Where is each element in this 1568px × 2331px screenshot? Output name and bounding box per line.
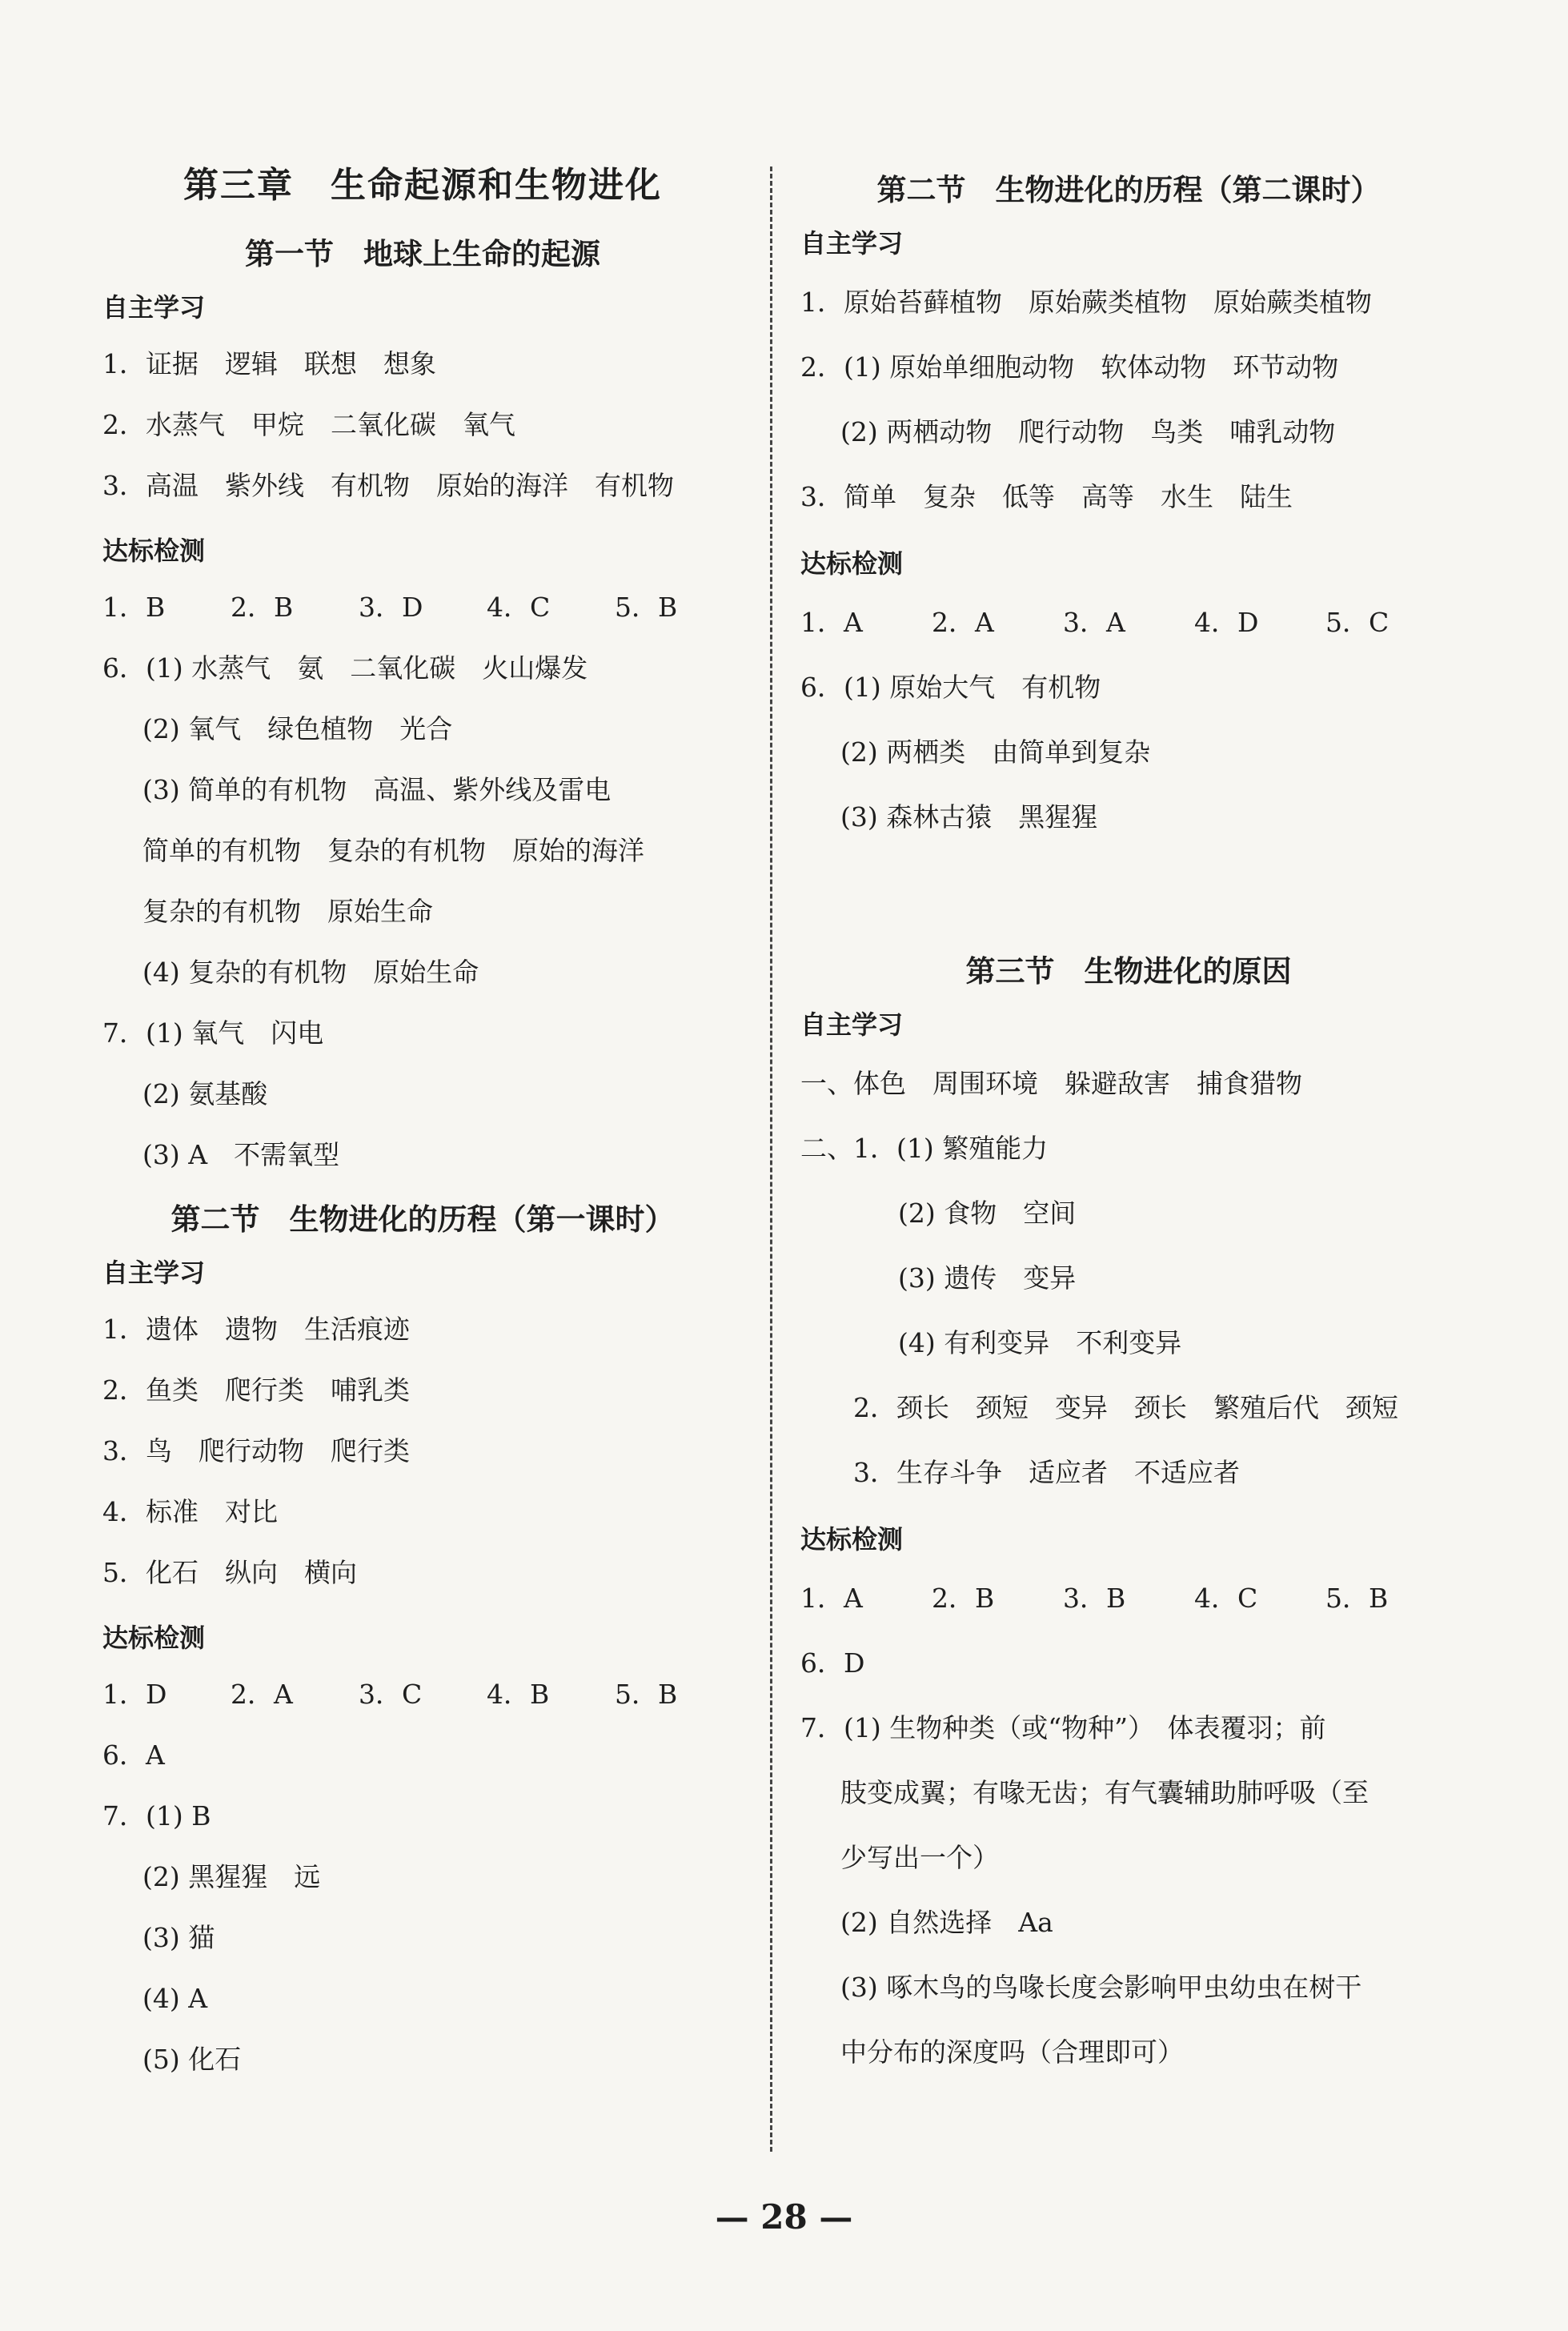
answer-line: (2) 氨基酸 [142,1078,268,1109]
answer-line: 少写出一个） [840,1842,999,1873]
mc-answer: 3．A [1063,607,1125,638]
mc-answer: 3．B [1063,1583,1126,1614]
answer-line: 6．(1) 水蒸气 氨 二氧化碳 火山爆发 [102,652,588,684]
answer-line: 复杂的有机物 原始生命 [142,896,433,927]
column-divider [770,166,772,2152]
mc-answer: 4．D [1194,607,1259,638]
answer-line: (3) 简单的有机物 高温、紫外线及雷电 [142,774,612,805]
mc-answer: 1．A [800,1583,863,1614]
answer-line: 7．(1) 生物种类（或“物种”） 体表覆羽；前 [800,1712,1326,1743]
answer-line: 4．标准 对比 [102,1496,278,1527]
mc-answer: 4．C [1194,1583,1258,1614]
answer-line: 7．(1) 氧气 闪电 [102,1017,324,1049]
multiple-choice-row [800,590,1457,655]
answer-line: 简单的有机物 复杂的有机物 原始的海洋 [142,835,644,866]
mc-answer: 2．A [231,1679,293,1710]
answer-line: (2) 黑猩猩 远 [142,1861,321,1892]
answer-line: (2) 食物 空间 [898,1198,1077,1229]
answer-line: 2．颈长 颈短 变异 颈长 繁殖后代 颈短 [853,1392,1398,1423]
mc-answer: 5．B [615,592,678,623]
mc-answer: 2．B [231,592,294,623]
answer-line: (2) 两栖类 由简单到复杂 [840,736,1151,768]
multiple-choice-row [800,1566,1457,1631]
mc-answer: 4．B [487,1679,550,1710]
answer-line: 一、体色 周围环境 躲避敌害 捕食猎物 [800,1068,1302,1099]
mc-answer: 5．B [1325,1583,1389,1614]
mc-answer: 2．B [932,1583,995,1614]
mc-answer: 3．C [359,1679,423,1710]
answer-line: 3．生存斗争 适应者 不适应者 [853,1457,1240,1488]
answer-line: (3) 遗传 变异 [898,1262,1077,1294]
answer-line: 肢变成翼；有喙无齿；有气囊辅助肺呼吸（至 [840,1777,1369,1808]
subheading-zizhu: 自主学习 [102,1258,206,1288]
answer-line: (3) 啄木鸟的鸟喙长度会影响甲虫幼虫在树干 [840,1972,1362,2003]
section-title: 第二节 生物进化的历程（第一课时） [170,1202,675,1237]
answer-line: (2) 自然选择 Aa [840,1907,1053,1938]
answer-line: 5．化石 纵向 横向 [102,1557,357,1588]
answer-line: 3．鸟 爬行动物 爬行类 [102,1435,410,1466]
chapter-title: 第三章 生命起源和生物进化 [183,165,662,206]
answer-line: 3．高温 紫外线 有机物 原始的海洋 有机物 [102,470,674,501]
answer-line: 1．证据 逻辑 联想 想象 [102,348,436,379]
answer-line: 6．A [102,1739,165,1771]
subheading-zizhu: 自主学习 [800,1009,904,1040]
answer-line: 7．(1) B [102,1800,211,1832]
answer-line: 6．(1) 原始大气 有机物 [800,672,1101,703]
answer-line: (3) 猫 [142,1922,215,1953]
mc-answer: 1．D [102,1679,167,1710]
mc-answer: 2．A [932,607,994,638]
answer-line: 6．D [800,1647,865,1679]
subheading-dabiao: 达标检测 [800,548,904,579]
answer-line: (4) 有利变异 不利变异 [898,1327,1182,1358]
right-column [800,156,1457,2084]
page-number: — 28 — [715,2197,853,2237]
left-column [102,156,743,2090]
answer-line: (2) 两栖动物 爬行动物 鸟类 哺乳动物 [840,416,1336,447]
answer-line: 1．原始苔藓植物 原始蕨类植物 原始蕨类植物 [800,287,1372,318]
section-title: 第二节 生物进化的历程（第二课时） [876,173,1381,207]
section-title: 第一节 地球上生命的起源 [245,237,600,271]
subheading-dabiao: 达标检测 [102,1623,206,1653]
answer-line: (4) A [142,1983,208,2014]
mc-answer: 5．B [615,1679,678,1710]
answer-line: 2．水蒸气 甲烷 二氧化碳 氧气 [102,409,515,440]
answer-line: (3) A 不需氧型 [142,1139,340,1170]
mc-answer: 1．A [800,607,863,638]
subheading-zizhu: 自主学习 [102,292,206,323]
mc-answer: 1．B [102,592,166,623]
section-title: 第三节 生物进化的原因 [965,954,1292,989]
answer-line: 2．(1) 原始单细胞动物 软体动物 环节动物 [800,351,1339,383]
subheading-dabiao: 达标检测 [102,536,206,566]
answer-line: (3) 森林古猿 黑猩猩 [840,801,1098,832]
answer-line: 二、1．(1) 繁殖能力 [800,1133,1049,1164]
answer-line: (2) 氧气 绿色植物 光合 [142,713,453,744]
answer-line: 3．简单 复杂 低等 高等 水生 陆生 [800,481,1293,512]
answer-line: 1．遗体 遗物 生活痕迹 [102,1314,410,1345]
spacer [800,849,1457,937]
answer-line: (5) 化石 [142,2044,242,2075]
mc-answer: 3．D [359,592,423,623]
subheading-zizhu: 自主学习 [800,228,904,259]
mc-answer: 5．C [1325,607,1390,638]
answer-line: 中分布的深度吗（合理即可） [840,2036,1184,2068]
mc-answer: 4．C [487,592,551,623]
answer-line: (4) 复杂的有机物 原始生命 [142,957,479,988]
answer-line: 2．鱼类 爬行类 哺乳类 [102,1374,410,1406]
multiple-choice-row [102,1664,743,1725]
multiple-choice-row [102,577,743,638]
subheading-dabiao: 达标检测 [800,1524,904,1555]
